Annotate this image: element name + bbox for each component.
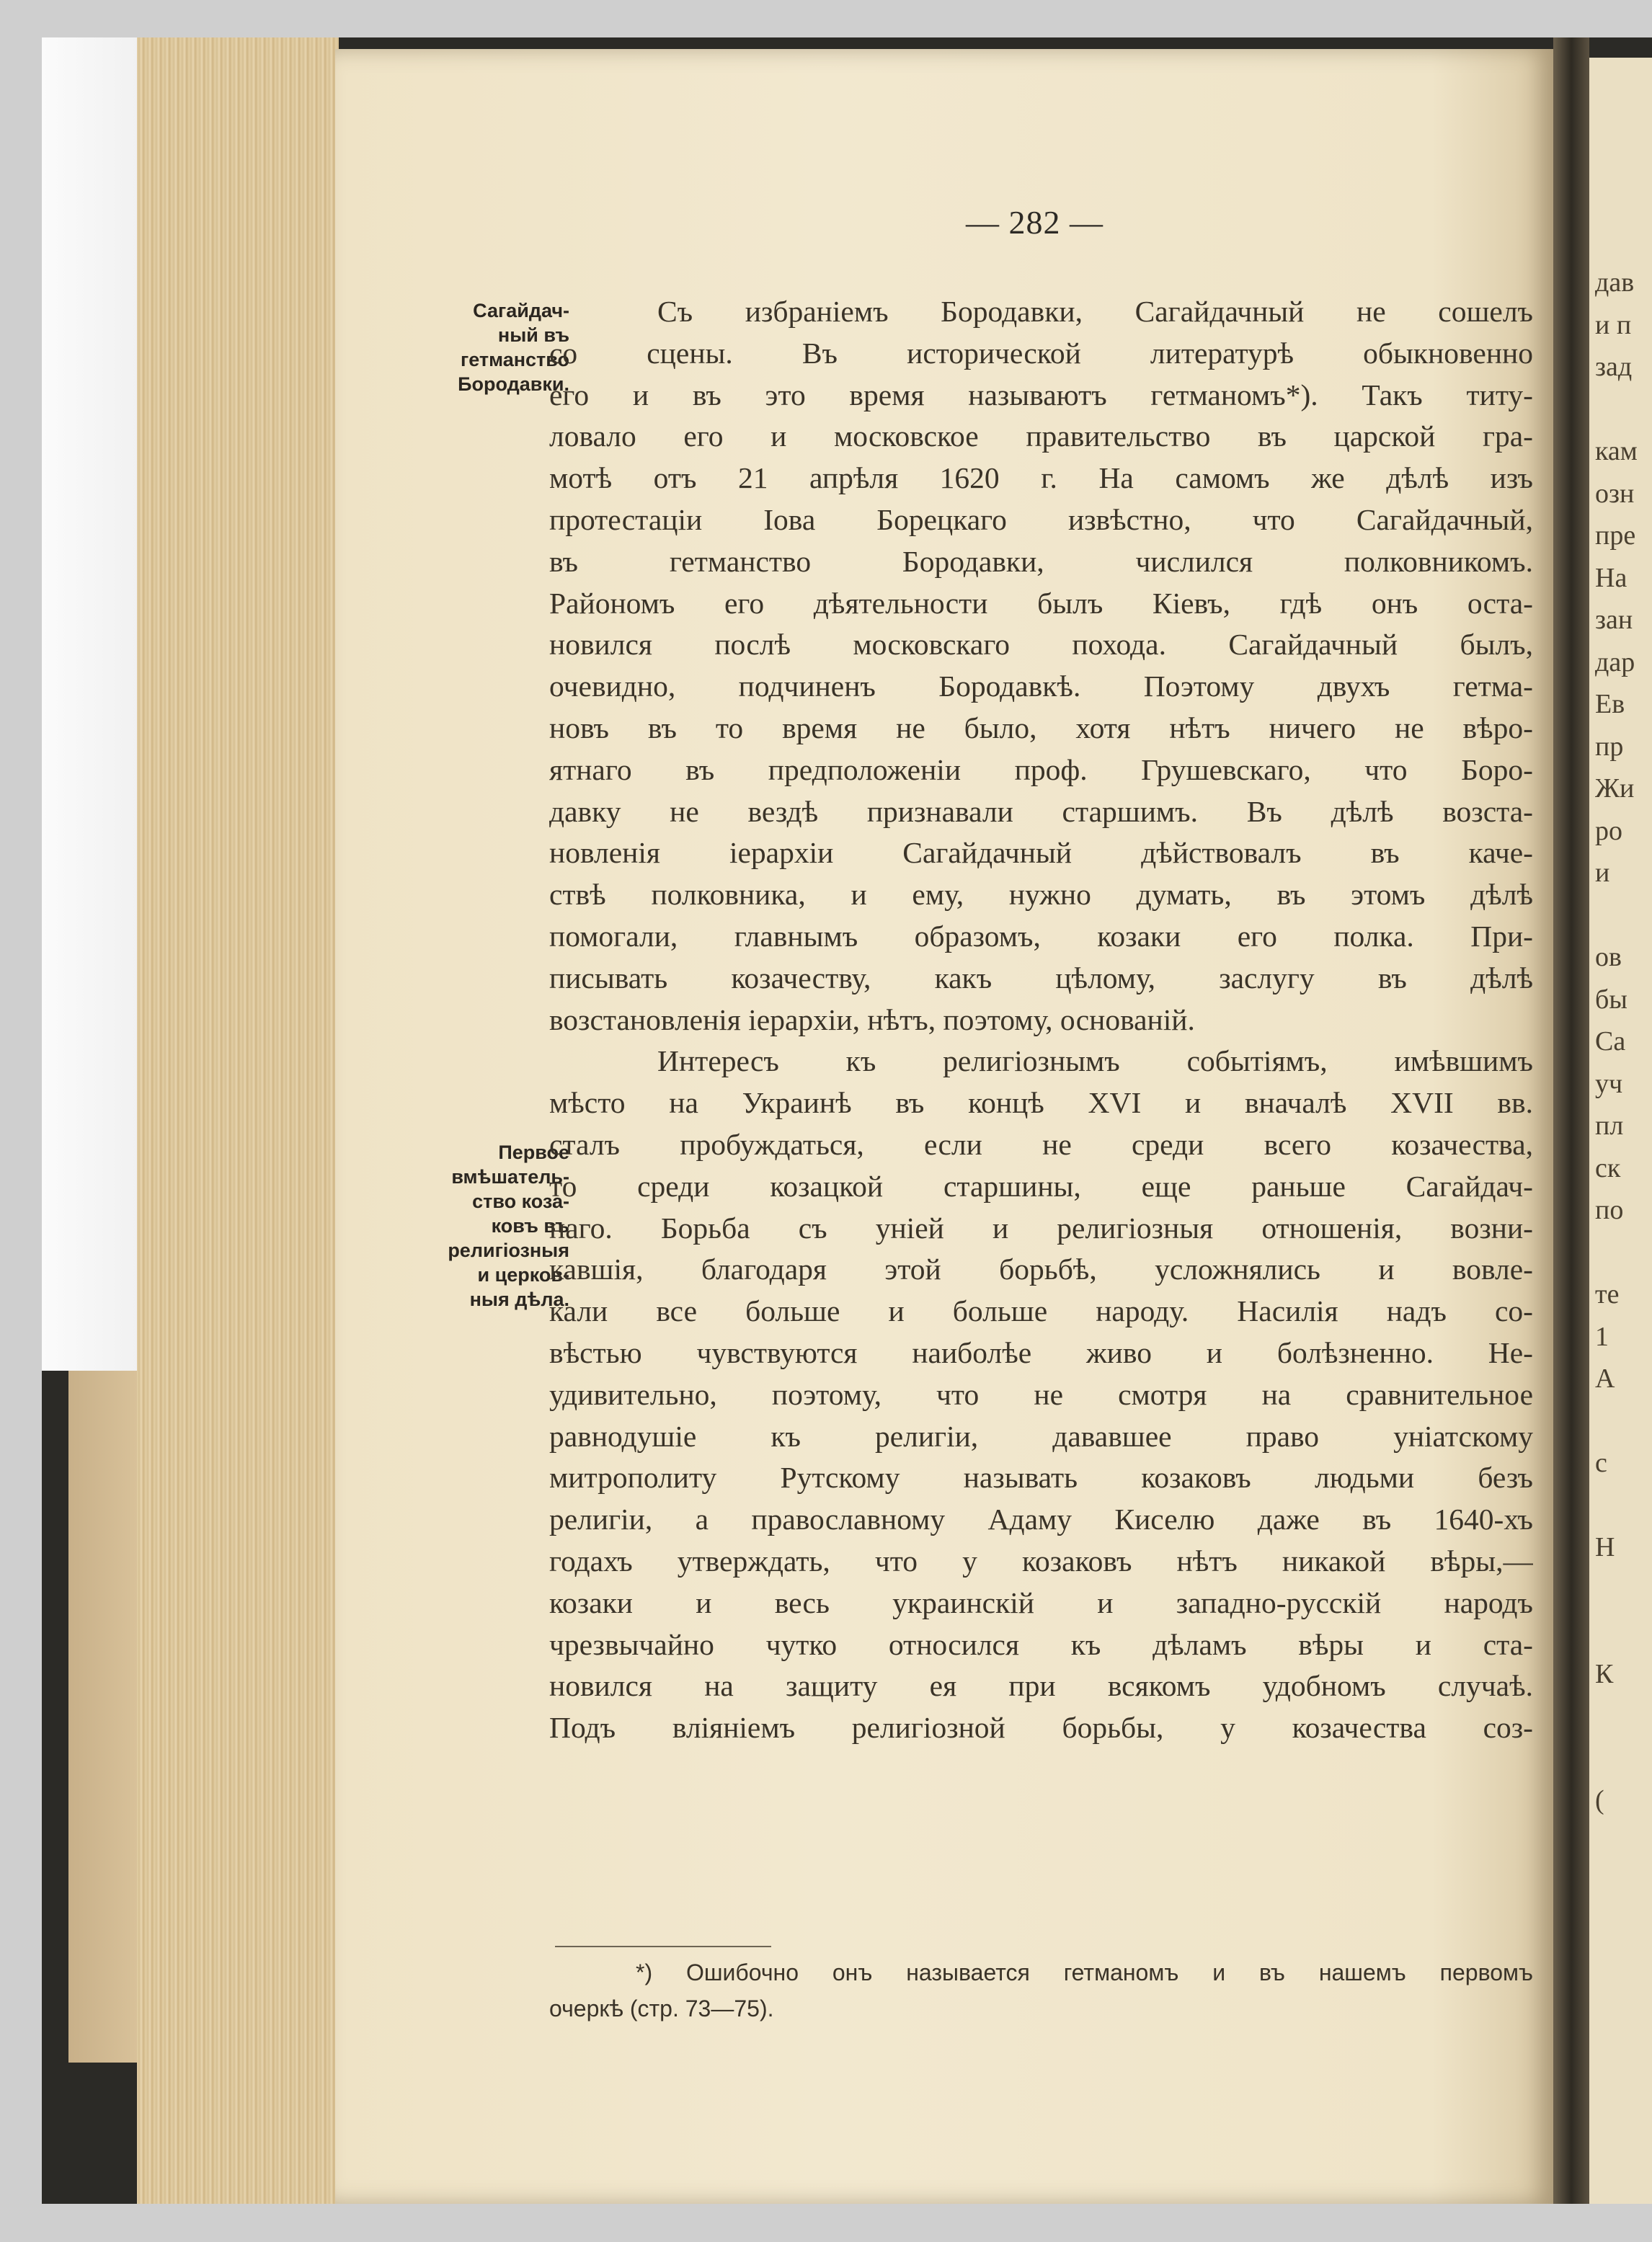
body-line: въ гетманство Бородавки, числился полковникомъ.	[549, 544, 1533, 578]
sidenote-sagaidachny	[404, 298, 569, 396]
body-line: кавшія, благодаря этой борьбѣ, усложнялись и вовле-	[549, 1253, 1533, 1286]
next-page-fragment: дар	[1595, 646, 1635, 677]
next-page-fragment: Н	[1595, 1532, 1615, 1562]
next-page-fragment: те	[1595, 1279, 1620, 1309]
body-line: религіи, а православному Адаму Киселю даже въ 1640-хъ	[549, 1503, 1533, 1536]
sidenote-line: ство коза-	[472, 1191, 569, 1212]
next-page-fragment: Жи	[1595, 773, 1635, 804]
body-line: новленія іерархіи Сагайдачный дѣйствовалъ въ каче-	[549, 836, 1533, 870]
lower-page-edge	[68, 1371, 141, 2063]
next-page-fragment: ск	[1595, 1152, 1621, 1183]
body-line: кали все больше и больше народу. Насилія надъ со-	[549, 1294, 1533, 1328]
sidenote-line: и церков-	[477, 1264, 569, 1286]
body-line: давку не вездѣ признавали старшимъ. Въ дѣлѣ возста-	[549, 794, 1533, 828]
body-line: наго. Борьба съ уніей и религіозныя отношенія, возни-	[549, 1211, 1533, 1245]
sidenote-line: ныя дѣла.	[469, 1289, 569, 1310]
footnote	[549, 1954, 1533, 2027]
next-page-fragment: А	[1595, 1364, 1615, 1394]
body-line: со сцены. Въ исторической литературѣ обыкновенно	[549, 336, 1533, 370]
body-line: новился послѣ московскаго похода. Сагайдачный былъ,	[549, 628, 1533, 662]
body-line: козаки и весь украинскій и западно-русскій народъ	[549, 1585, 1533, 1619]
sidenote-line: ный въ	[497, 324, 569, 346]
next-page-fragment: ро	[1595, 815, 1622, 846]
body-line: чрезвычайно чутко относился къ дѣламъ вѣры и ста-	[549, 1627, 1533, 1661]
next-page-fragment: и	[1595, 858, 1610, 888]
left-margin-white	[42, 37, 137, 1371]
body-line: Интересъ къ религіознымъ событіямъ, имѣвшимъ	[657, 1044, 1533, 1078]
next-page-fragment: с	[1595, 1448, 1607, 1478]
next-page-fragment: дав	[1595, 267, 1635, 298]
sidenote-line: вмѣшатель-	[451, 1166, 569, 1188]
body-line: вѣстью чувствуются наиболѣе живо и болѣзненно. Не-	[549, 1335, 1533, 1369]
next-page-fragment: К	[1595, 1658, 1614, 1689]
body-line: ятнаго въ предположеніи проф. Грушевскаго, что Боро-	[549, 752, 1533, 786]
body-line: мѣсто на Украинѣ въ концѣ XVI и вначалѣ XVII вв.	[549, 1086, 1533, 1120]
next-page-fragment: 1	[1595, 1321, 1609, 1352]
body-line: его и въ это время называютъ гетманомъ*). Такъ титу-	[549, 378, 1533, 412]
body-line: удивительно, поэтому, что не смотря на сравнительное	[549, 1377, 1533, 1411]
next-page-fragment: уч	[1595, 1068, 1623, 1099]
next-page-fragment: Са	[1595, 1026, 1626, 1057]
body-line: очевидно, подчиненъ Бородавкѣ. Поэтому двухъ гетма-	[549, 670, 1533, 703]
next-page-fragment: кам	[1595, 436, 1638, 466]
footnote-rule	[555, 1946, 771, 1947]
sidenote-first-intervention	[404, 1140, 569, 1312]
body-line: сталъ пробуждаться, если не среди всего козачества,	[549, 1127, 1533, 1161]
body-line: мотѣ отъ 21 апрѣля 1620 г. На самомъ же дѣлѣ изъ	[549, 461, 1533, 495]
body-line: помогали, главнымъ образомъ, козаки его полка. При-	[549, 919, 1533, 953]
next-page-fragment: (	[1595, 1785, 1604, 1815]
next-page-fragment: пр	[1595, 731, 1624, 762]
stacked-page-edges	[137, 37, 339, 2204]
next-page-fragment: На	[1595, 562, 1627, 593]
sidenote-line: гетманство	[460, 349, 569, 370]
body-line: новъ въ то время не было, хотя нѣтъ ничего не вѣро-	[549, 711, 1533, 744]
footnote-line: очеркѣ (стр. 73—75).	[549, 1996, 774, 2021]
body-text	[549, 291, 1533, 1749]
body-line: годахъ утверждать, что у козаковъ нѣтъ никакой вѣры,—	[549, 1544, 1533, 1578]
sidenote-line: Сагайдач-	[473, 300, 569, 321]
sidenote-line: Первое	[498, 1142, 569, 1163]
next-page-fragment: пре	[1595, 520, 1636, 551]
sidenote-line: Бородавки.	[458, 373, 569, 395]
body-line: Райономъ его дѣятельности былъ Кіевъ, гдѣ онъ оста-	[549, 586, 1533, 620]
next-page-fragment: зан	[1595, 605, 1633, 635]
book-gutter	[1553, 37, 1589, 2204]
body-line: протестаціи Іова Борецкаго извѣстно, что Сагайдачный,	[549, 502, 1533, 536]
body-line: то среди козацкой старшины, еще раньше Сагайдач-	[549, 1169, 1533, 1203]
next-page-fragment: и п	[1595, 309, 1632, 340]
body-line: Съ избраніемъ Бородавки, Сагайдачный не сошелъ	[657, 295, 1533, 328]
sidenote-line: ковъ въ	[491, 1215, 569, 1237]
next-page-fragment: ов	[1595, 942, 1622, 972]
body-line: возстановленія іерархіи, нѣтъ, поэтому, основаній.	[549, 1002, 1195, 1036]
next-page-fragment: озн	[1595, 478, 1635, 509]
body-line: ловало его и московское правительство въ царской гра-	[549, 419, 1533, 453]
next-page-fragment: бы	[1595, 984, 1627, 1015]
sidenote-line: религіозныя	[448, 1240, 569, 1261]
body-line: Подъ вліяніемъ религіозной борьбы, у козачества соз-	[549, 1711, 1533, 1745]
next-page-fragment: пл	[1595, 1111, 1624, 1141]
next-page-fragment: Ев	[1595, 689, 1625, 719]
next-page-fragment: зад	[1595, 352, 1633, 382]
body-line: ствѣ полковника, и ему, нужно думать, въ этомъ дѣлѣ	[549, 878, 1533, 912]
next-page-strip	[1589, 58, 1652, 2204]
footnote-line: *) Ошибочно онъ называется гетманомъ и въ нашемъ первомъ	[636, 1959, 1533, 1985]
next-page-fragment: по	[1595, 1195, 1624, 1225]
body-line: митрополиту Рутскому называть козаковъ людьми безъ	[549, 1461, 1533, 1495]
body-line: новился на защиту ея при всякомъ удобномъ случаѣ.	[549, 1669, 1533, 1703]
page-number: — 282 —	[966, 204, 1103, 241]
body-line: равнодушіе къ религіи, дававшее право уніатскому	[549, 1419, 1533, 1453]
body-line: писывать козачеству, какъ цѣлому, заслугу въ дѣлѣ	[549, 961, 1533, 995]
